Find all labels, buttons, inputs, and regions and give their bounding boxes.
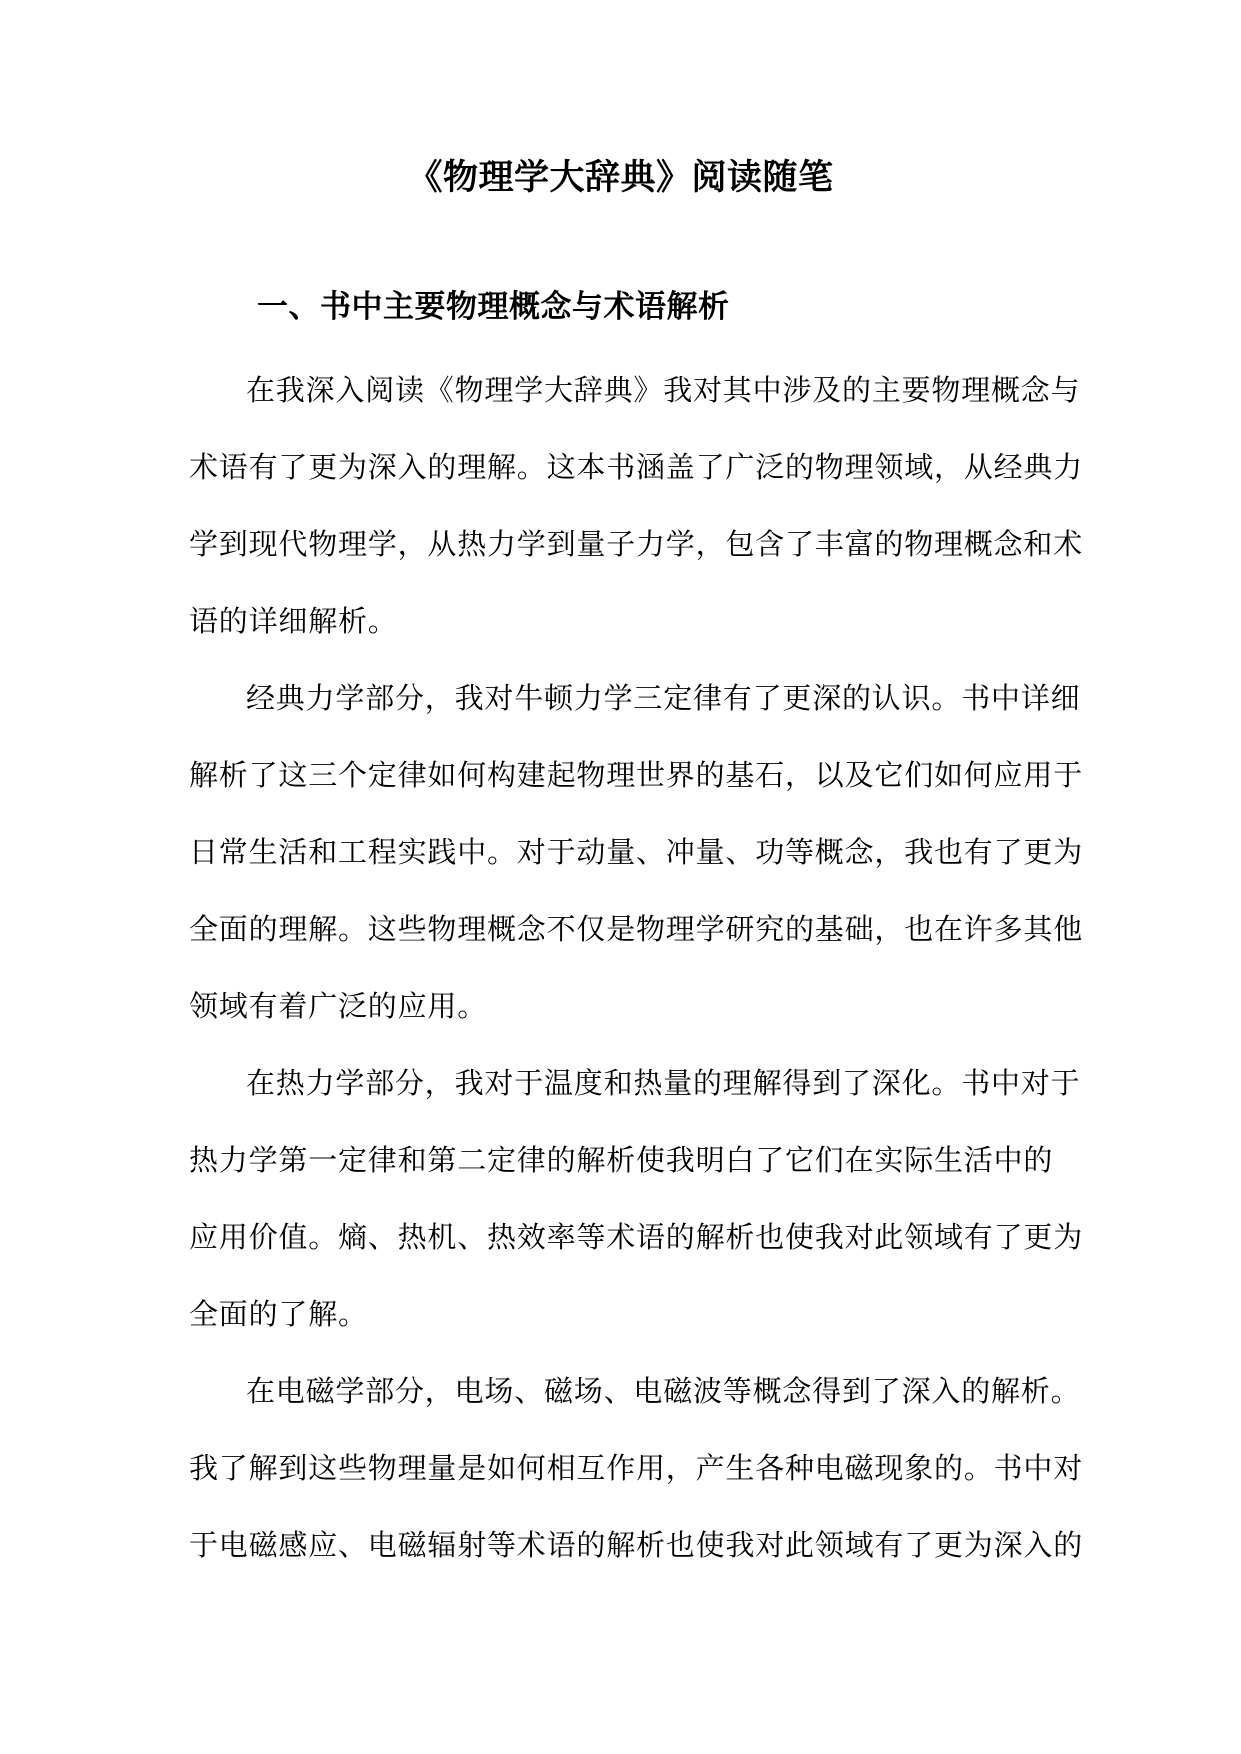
text-line: 在热力学部分，我对于温度和热量的理解得到了深化。书中对于 [246,1066,1081,1100]
text-line: 日常生活和工程实践中。对于动量、冲量、功等概念，我也有了更为 [189,835,1084,869]
text-line: 我了解到这些物理量是如何相互作用，产生各种电磁现象的。书中对 [189,1451,1084,1485]
text-line: 语的详细解析。 [189,604,398,638]
text-line: 在我深入阅读《物理学大辞典》我对其中涉及的主要物理概念与 [246,373,1081,407]
text-line: 全面的理解。这些物理概念不仅是物理学研究的基础，也在许多其他 [189,912,1084,946]
text-line: 术语有了更为深入的理解。这本书涵盖了广泛的物理领域，从经典力 [189,450,1084,484]
section-heading: 一、书中主要物理概念与术语解析 [257,289,730,325]
text-line: 经典力学部分，我对牛顿力学三定律有了更深的认识。书中详细 [246,681,1081,715]
text-line: 领域有着广泛的应用。 [189,989,488,1023]
text-line: 学到现代物理学，从热力学到量子力学，包含了丰富的物理概念和术 [189,527,1084,561]
text-line: 于电磁感应、电磁辐射等术语的解析也使我对此领域有了更为深入的 [189,1528,1084,1562]
text-line: 应用价值。熵、热机、热效率等术语的解析也使我对此领域有了更为 [189,1220,1084,1254]
text-line: 热力学第一定律和第二定律的解析使我明白了它们在实际生活中的 [189,1143,1054,1177]
text-line: 在电磁学部分，电场、磁场、电磁波等概念得到了深入的解析。 [246,1374,1081,1408]
text-line: 解析了这三个定律如何构建起物理世界的基石，以及它们如何应用于 [189,758,1084,792]
document-title: 《物理学大辞典》阅读随笔 [407,157,834,198]
text-line: 全面的了解。 [189,1297,368,1331]
